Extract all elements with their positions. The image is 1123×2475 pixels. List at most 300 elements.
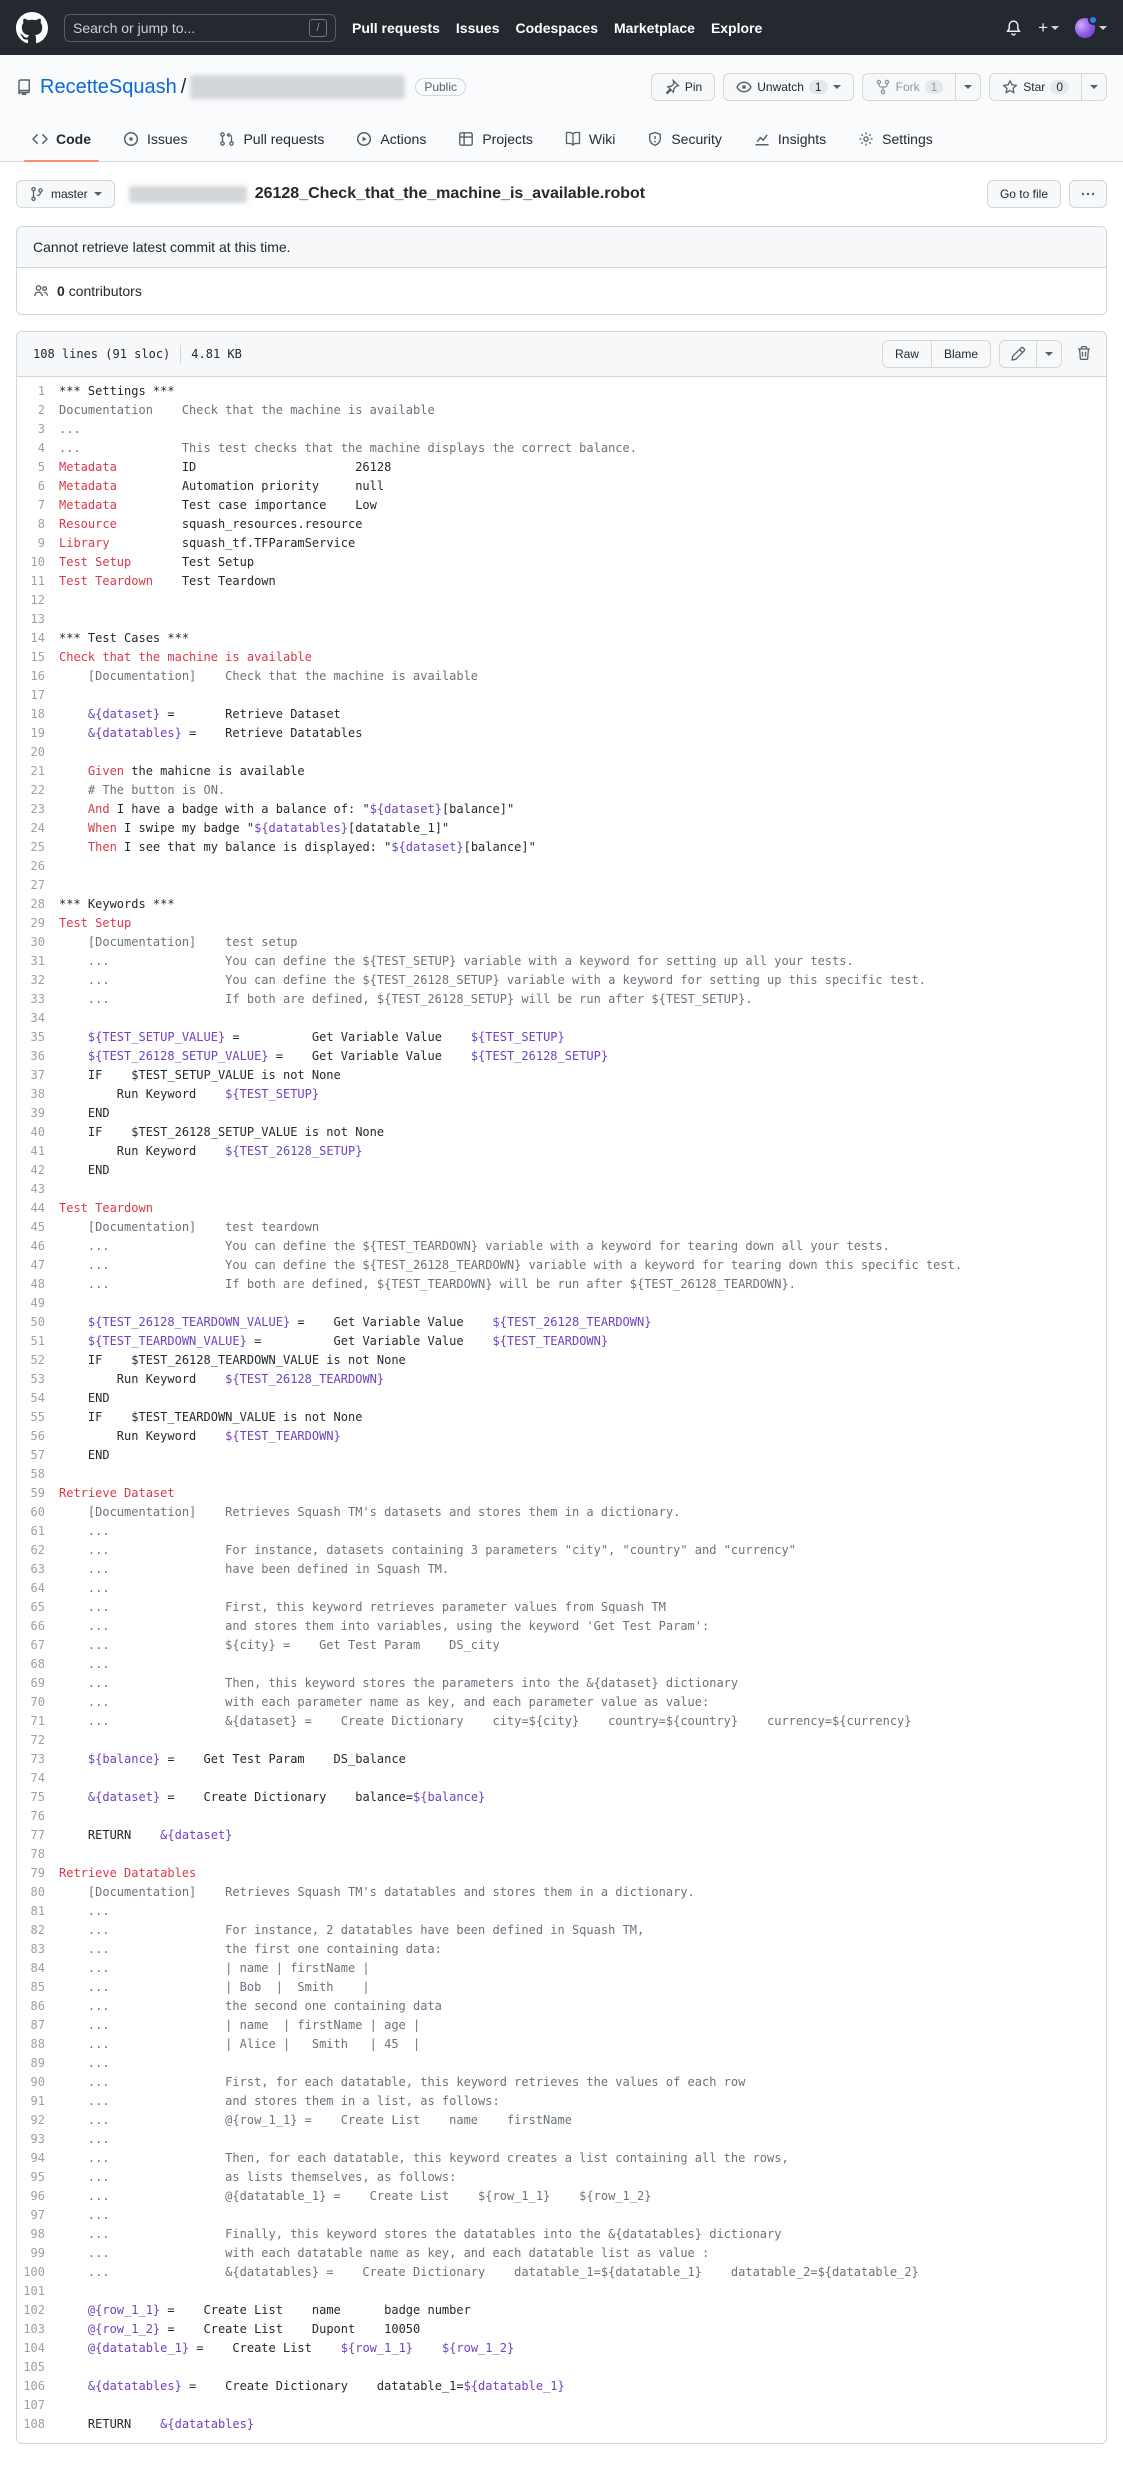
line-number[interactable]: 47 bbox=[30, 1258, 45, 1272]
line-number[interactable]: 27 bbox=[30, 878, 45, 892]
issues-icon bbox=[123, 131, 139, 147]
code-line-text: ... | name | firstName | bbox=[59, 1961, 370, 1975]
eye-icon bbox=[736, 79, 752, 95]
line-number[interactable]: 76 bbox=[30, 1809, 45, 1823]
line-number[interactable]: 37 bbox=[30, 1068, 45, 1082]
unwatch-button[interactable] bbox=[723, 73, 853, 101]
file-info-divider bbox=[180, 345, 181, 363]
code-line-text: ... You can define the ${TEST_SETUP} variable with a keyword for setting up all your tests. bbox=[59, 954, 854, 968]
code-line bbox=[17, 439, 1106, 458]
line-number[interactable]: 30 bbox=[30, 935, 45, 949]
code-line bbox=[17, 819, 1106, 838]
code-line bbox=[17, 914, 1106, 933]
nav-explore[interactable]: Explore bbox=[710, 19, 763, 36]
code-line-text: Check that the machine is available bbox=[59, 650, 312, 664]
global-nav bbox=[352, 20, 762, 36]
nav-pull-requests[interactable]: Pull requests bbox=[352, 19, 440, 36]
notifications-bell-icon[interactable] bbox=[1005, 19, 1022, 36]
chevron-down-icon bbox=[1051, 26, 1059, 34]
file-navigation-bar bbox=[16, 178, 1107, 210]
repo-owner-link[interactable]: RecetteSquash bbox=[40, 75, 177, 98]
line-number[interactable]: 93 bbox=[30, 2132, 45, 2146]
code-line-text: ... as lists themselves, as follows: bbox=[59, 2170, 457, 2184]
line-number[interactable]: 46 bbox=[30, 1239, 45, 1253]
settings-icon bbox=[858, 131, 874, 147]
code-line bbox=[17, 1332, 1106, 1351]
star-dropdown-button[interactable] bbox=[1081, 73, 1107, 101]
line-number[interactable]: 39 bbox=[30, 1106, 45, 1120]
code-line-text: Test Setup Test Setup bbox=[59, 555, 255, 569]
code-line bbox=[17, 1674, 1106, 1693]
line-number[interactable]: 89 bbox=[30, 2056, 45, 2070]
line-number[interactable]: 3 bbox=[37, 422, 45, 436]
code-line bbox=[17, 1579, 1106, 1598]
line-number[interactable]: 49 bbox=[30, 1296, 45, 1310]
line-number[interactable]: 99 bbox=[30, 2246, 45, 2260]
tab-projects[interactable] bbox=[442, 119, 549, 161]
line-number[interactable]: 14 bbox=[30, 631, 45, 645]
line-number[interactable]: 85 bbox=[30, 1980, 45, 1994]
code-line bbox=[17, 1066, 1106, 1085]
code-line bbox=[17, 1788, 1106, 1807]
line-number[interactable]: 81 bbox=[30, 1904, 45, 1918]
code-line bbox=[17, 2320, 1106, 2339]
code-line bbox=[17, 1826, 1106, 1845]
code-line bbox=[17, 1560, 1106, 1579]
line-number[interactable]: 12 bbox=[30, 593, 45, 607]
line-number[interactable]: 87 bbox=[30, 2018, 45, 2032]
code-line bbox=[17, 629, 1106, 648]
line-number[interactable]: 77 bbox=[30, 1828, 45, 1842]
code-line bbox=[17, 572, 1106, 591]
code-line-text: ... | Bob | Smith | bbox=[59, 1980, 370, 1994]
line-number[interactable]: 78 bbox=[30, 1847, 45, 1861]
code-line bbox=[17, 1275, 1106, 1294]
edit-dropdown-button[interactable] bbox=[1036, 340, 1062, 368]
line-number[interactable]: 32 bbox=[30, 973, 45, 987]
line-number[interactable]: 8 bbox=[37, 517, 45, 531]
repo-actions bbox=[651, 73, 1107, 101]
code-line-text: Given the mahicne is available bbox=[87, 764, 305, 778]
code-line bbox=[17, 1503, 1106, 1522]
tab-security[interactable] bbox=[631, 119, 738, 161]
code-line bbox=[17, 876, 1106, 895]
code-line-text: ... If both are defined, ${TEST_TEARDOWN} will be run after ${TEST_26128_TEARDOWN}. bbox=[59, 1277, 796, 1291]
line-number[interactable]: 67 bbox=[30, 1638, 45, 1652]
line-number[interactable]: 72 bbox=[30, 1733, 45, 1747]
line-number[interactable]: 101 bbox=[23, 2284, 45, 2298]
pr-icon bbox=[219, 131, 235, 147]
line-number[interactable]: 1 bbox=[37, 384, 45, 398]
line-number[interactable]: 97 bbox=[30, 2208, 45, 2222]
actions-icon bbox=[356, 131, 372, 147]
code-line-text: ... bbox=[59, 2056, 110, 2070]
code-line-text: ... Then, for each datatable, this keyword creates a list containing all the rows, bbox=[59, 2151, 789, 2165]
line-number[interactable]: 94 bbox=[30, 2151, 45, 2165]
nav-marketplace[interactable]: Marketplace bbox=[614, 19, 695, 36]
line-number[interactable]: 31 bbox=[30, 954, 45, 968]
code-line bbox=[17, 2187, 1106, 2206]
redacted-breadcrumb-path bbox=[129, 186, 247, 203]
star-count: 0 bbox=[1050, 80, 1069, 94]
line-number[interactable]: 50 bbox=[30, 1315, 45, 1329]
tab-issues[interactable] bbox=[107, 119, 203, 161]
code-line bbox=[17, 1256, 1106, 1275]
line-number[interactable]: 18 bbox=[30, 707, 45, 721]
code-line bbox=[17, 952, 1106, 971]
code-line-text: ${TEST_26128_SETUP_VALUE} = Get Variable Value ${TEST_26128_SETUP} bbox=[87, 1049, 609, 1063]
branch-name: master bbox=[51, 187, 88, 201]
repo-header bbox=[0, 55, 1123, 162]
pencil-icon bbox=[1010, 346, 1026, 362]
line-number[interactable]: 61 bbox=[30, 1524, 45, 1538]
chevron-down-icon bbox=[1045, 352, 1053, 360]
line-number[interactable]: 74 bbox=[30, 1771, 45, 1785]
line-number[interactable]: 108 bbox=[23, 2417, 45, 2431]
code-lines bbox=[17, 377, 1106, 2443]
code-line bbox=[17, 1484, 1106, 1503]
code-line bbox=[17, 1427, 1106, 1446]
code-line bbox=[17, 1465, 1106, 1484]
fork-count: 1 bbox=[925, 80, 944, 94]
commit-status-message: Cannot retrieve latest commit at this time. bbox=[17, 227, 1106, 268]
edit-button[interactable] bbox=[999, 340, 1037, 368]
line-number[interactable]: 7 bbox=[37, 498, 45, 512]
line-number[interactable]: 88 bbox=[30, 2037, 45, 2051]
code-line-text: Metadata Automation priority null bbox=[59, 479, 385, 493]
code-line-text: END bbox=[59, 1448, 110, 1462]
tab-insights[interactable] bbox=[738, 119, 842, 161]
nav-codespaces[interactable]: Codespaces bbox=[515, 19, 598, 36]
code-line bbox=[17, 1294, 1106, 1313]
fork-dropdown-button[interactable] bbox=[955, 73, 981, 101]
line-number[interactable]: 25 bbox=[30, 840, 45, 854]
code-line bbox=[17, 648, 1106, 667]
line-number[interactable]: 107 bbox=[23, 2398, 45, 2412]
chevron-down-icon bbox=[1090, 85, 1098, 93]
code-line bbox=[17, 1693, 1106, 1712]
code-line-text: ... bbox=[59, 2132, 110, 2146]
code-line bbox=[17, 990, 1106, 1009]
line-number[interactable]: 19 bbox=[30, 726, 45, 740]
line-number[interactable]: 21 bbox=[30, 764, 45, 778]
line-number[interactable]: 71 bbox=[30, 1714, 45, 1728]
line-number[interactable]: 60 bbox=[30, 1505, 45, 1519]
code-line-text: ... the second one containing data bbox=[59, 1999, 442, 2013]
line-number[interactable]: 91 bbox=[30, 2094, 45, 2108]
tab-label: Actions bbox=[380, 131, 427, 147]
line-number[interactable]: 83 bbox=[30, 1942, 45, 1956]
code-line-text: ... bbox=[59, 1904, 110, 1918]
user-menu-button[interactable] bbox=[1075, 18, 1107, 38]
line-number[interactable]: 95 bbox=[30, 2170, 45, 2184]
tab-pull-requests[interactable] bbox=[203, 119, 340, 161]
code-line-text: IF $TEST_26128_TEARDOWN_VALUE is not None bbox=[59, 1353, 406, 1367]
nav-issues[interactable]: Issues bbox=[455, 19, 500, 36]
code-line-text: Test Teardown Test Teardown bbox=[59, 574, 276, 588]
line-number[interactable]: 63 bbox=[30, 1562, 45, 1576]
code-line-text: ${TEST_SETUP_VALUE} = Get Variable Value ${TEST_SETUP} bbox=[87, 1030, 565, 1044]
code-line-text: *** Keywords *** bbox=[59, 897, 175, 911]
pin-button[interactable] bbox=[651, 73, 715, 101]
code-line-text: ... Finally, this keyword stores the datatables into the &{datatables} dictionary bbox=[59, 2227, 782, 2241]
line-number[interactable]: 80 bbox=[30, 1885, 45, 1899]
code-line bbox=[17, 2168, 1106, 2187]
code-line-text: ... | name | firstName | age | bbox=[59, 2018, 421, 2032]
code-line bbox=[17, 686, 1106, 705]
redacted-repo-name bbox=[190, 75, 405, 99]
code-line bbox=[17, 2073, 1106, 2092]
code-line-text: ... First, this keyword retrieves parameter values from Squash TM bbox=[59, 1600, 666, 1614]
watch-count: 1 bbox=[809, 80, 828, 94]
code-line-text: &{datatables} = Retrieve Datatables bbox=[87, 726, 363, 740]
line-number[interactable]: 24 bbox=[30, 821, 45, 835]
tab-wiki[interactable] bbox=[549, 119, 631, 161]
line-number[interactable]: 41 bbox=[30, 1144, 45, 1158]
delete-file-button[interactable] bbox=[1070, 345, 1098, 364]
code-line bbox=[17, 1921, 1106, 1940]
unwatch-label: Unwatch bbox=[757, 80, 804, 94]
code-line-text: ${balance} = Get Test Param DS_balance bbox=[87, 1752, 406, 1766]
code-line bbox=[17, 1522, 1106, 1541]
insights-icon bbox=[754, 131, 770, 147]
tab-code[interactable] bbox=[16, 119, 107, 161]
line-number[interactable]: 9 bbox=[37, 536, 45, 550]
line-number[interactable]: 96 bbox=[30, 2189, 45, 2203]
chevron-down-icon bbox=[1099, 26, 1107, 34]
line-number[interactable]: 82 bbox=[30, 1923, 45, 1937]
line-number[interactable]: 84 bbox=[30, 1961, 45, 1975]
line-number[interactable]: 34 bbox=[30, 1011, 45, 1025]
code-line bbox=[17, 2396, 1106, 2415]
code-line bbox=[17, 553, 1106, 572]
tab-label: Issues bbox=[147, 131, 188, 147]
line-number[interactable]: 26 bbox=[30, 859, 45, 873]
go-to-file-button[interactable]: Go to file bbox=[987, 180, 1061, 208]
code-line-text: Metadata Test case importance Low bbox=[59, 498, 377, 512]
line-number[interactable]: 54 bbox=[30, 1391, 45, 1405]
code-line bbox=[17, 1237, 1106, 1256]
code-line bbox=[17, 2415, 1106, 2434]
line-number[interactable]: 56 bbox=[30, 1429, 45, 1443]
code-line bbox=[17, 1636, 1106, 1655]
code-line-text: END bbox=[59, 1391, 110, 1405]
line-number[interactable]: 58 bbox=[30, 1467, 45, 1481]
code-line-text: ... For instance, datasets containing 3 parameters "city", "country" and "currency" bbox=[59, 1543, 796, 1557]
line-number[interactable]: 73 bbox=[30, 1752, 45, 1766]
line-number[interactable]: 33 bbox=[30, 992, 45, 1006]
code-line bbox=[17, 420, 1106, 439]
line-number[interactable]: 20 bbox=[30, 745, 45, 759]
repo-separator: / bbox=[180, 75, 187, 98]
line-number[interactable]: 70 bbox=[30, 1695, 45, 1709]
line-number[interactable]: 65 bbox=[30, 1600, 45, 1614]
blob-header bbox=[17, 332, 1106, 377]
code-line bbox=[17, 1161, 1106, 1180]
code-line bbox=[17, 2092, 1106, 2111]
code-line-text: ... &{datatables} = Create Dictionary datatable_1=${datatable_1} datatable_2=${datatable_2} bbox=[59, 2265, 919, 2279]
line-number[interactable]: 53 bbox=[30, 1372, 45, 1386]
blob-actions bbox=[882, 340, 1098, 368]
line-number[interactable]: 38 bbox=[30, 1087, 45, 1101]
code-line bbox=[17, 1370, 1106, 1389]
line-number[interactable]: 29 bbox=[30, 916, 45, 930]
visibility-badge: Public bbox=[415, 78, 466, 96]
more-options-button[interactable] bbox=[1069, 180, 1107, 208]
raw-blame-group bbox=[882, 340, 991, 368]
code-line bbox=[17, 895, 1106, 914]
code-line bbox=[17, 2377, 1106, 2396]
code-line bbox=[17, 1199, 1106, 1218]
line-number[interactable]: 5 bbox=[37, 460, 45, 474]
line-number[interactable]: 100 bbox=[23, 2265, 45, 2279]
branch-selector-button[interactable] bbox=[16, 180, 115, 208]
code-line bbox=[17, 2244, 1106, 2263]
code-line bbox=[17, 610, 1106, 629]
code-line-text: ... bbox=[59, 2208, 110, 2222]
code-line-text: ... &{dataset} = Create Dictionary city=${city} country=${country} currency=${currency} bbox=[59, 1714, 912, 1728]
code-line-text: When I swipe my badge "${datatables}[datatable_1]" bbox=[87, 821, 450, 835]
code-line-text: # The button is ON. bbox=[59, 783, 226, 797]
raw-button[interactable]: Raw bbox=[882, 340, 932, 368]
code-line bbox=[17, 1408, 1106, 1427]
line-number[interactable]: 43 bbox=[30, 1182, 45, 1196]
code-line-text: *** Test Cases *** bbox=[59, 631, 190, 645]
line-number[interactable]: 4 bbox=[37, 441, 45, 455]
line-number[interactable]: 52 bbox=[30, 1353, 45, 1367]
contributors-link[interactable] bbox=[17, 268, 1106, 314]
code-line bbox=[17, 1769, 1106, 1788]
code-line bbox=[17, 401, 1106, 420]
line-number[interactable]: 35 bbox=[30, 1030, 45, 1044]
line-number[interactable]: 62 bbox=[30, 1543, 45, 1557]
chevron-down-icon bbox=[94, 192, 102, 200]
line-number[interactable]: 57 bbox=[30, 1448, 45, 1462]
star-button[interactable] bbox=[989, 73, 1082, 101]
git-branch-icon bbox=[29, 186, 45, 202]
line-number[interactable]: 103 bbox=[23, 2322, 45, 2336]
create-new-button[interactable] bbox=[1038, 19, 1059, 36]
code-line-text: *** Settings *** bbox=[59, 384, 175, 398]
code-line-text: [Documentation] test setup bbox=[59, 935, 298, 949]
line-number[interactable]: 48 bbox=[30, 1277, 45, 1291]
tab-label: Pull requests bbox=[243, 131, 325, 147]
code-line bbox=[17, 2149, 1106, 2168]
code-line bbox=[17, 1807, 1106, 1826]
code-line-text: ... and stores them in a list, as follows: bbox=[59, 2094, 500, 2108]
code-line bbox=[17, 743, 1106, 762]
code-line bbox=[17, 724, 1106, 743]
tab-actions[interactable] bbox=[340, 119, 442, 161]
code-line-text: ... bbox=[59, 1524, 110, 1538]
line-number[interactable]: 98 bbox=[30, 2227, 45, 2241]
code-line-text: ... For instance, 2 datatables have been defined in Squash TM, bbox=[59, 1923, 645, 1937]
line-number[interactable]: 36 bbox=[30, 1049, 45, 1063]
line-number[interactable]: 68 bbox=[30, 1657, 45, 1671]
line-number[interactable]: 13 bbox=[30, 612, 45, 626]
line-number[interactable]: 106 bbox=[23, 2379, 45, 2393]
code-line-text: Run Keyword ${TEST_26128_SETUP} bbox=[59, 1144, 363, 1158]
code-line-text: Test Setup bbox=[59, 916, 132, 930]
code-line bbox=[17, 1750, 1106, 1769]
code-line bbox=[17, 477, 1106, 496]
code-line-text: Run Keyword ${TEST_26128_TEARDOWN} bbox=[59, 1372, 385, 1386]
code-line-text: @{row_1_1} = Create List name badge number bbox=[87, 2303, 471, 2317]
code-line bbox=[17, 2301, 1106, 2320]
line-number[interactable]: 64 bbox=[30, 1581, 45, 1595]
line-number[interactable]: 28 bbox=[30, 897, 45, 911]
code-line bbox=[17, 705, 1106, 724]
line-number[interactable]: 17 bbox=[30, 688, 45, 702]
line-number[interactable]: 105 bbox=[23, 2360, 45, 2374]
line-number[interactable]: 15 bbox=[30, 650, 45, 664]
code-line bbox=[17, 838, 1106, 857]
line-number[interactable]: 2 bbox=[37, 403, 45, 417]
line-number[interactable]: 79 bbox=[30, 1866, 45, 1880]
code-line bbox=[17, 1218, 1106, 1237]
line-number[interactable]: 55 bbox=[30, 1410, 45, 1424]
github-logo-icon[interactable] bbox=[16, 12, 48, 44]
fork-button[interactable] bbox=[862, 73, 957, 101]
code-line bbox=[17, 2358, 1106, 2377]
code-line-text: ... with each parameter name as key, and each parameter value as value: bbox=[59, 1695, 710, 1709]
code-line bbox=[17, 2339, 1106, 2358]
line-number[interactable]: 16 bbox=[30, 669, 45, 683]
code-line-text: Run Keyword ${TEST_TEARDOWN} bbox=[59, 1429, 341, 1443]
code-line-text: ... bbox=[59, 1581, 110, 1595]
line-number[interactable]: 11 bbox=[30, 574, 45, 588]
code-line-text: ... bbox=[59, 422, 81, 436]
line-number[interactable]: 23 bbox=[30, 802, 45, 816]
blame-button[interactable]: Blame bbox=[931, 340, 991, 368]
line-number[interactable]: 45 bbox=[30, 1220, 45, 1234]
line-number[interactable]: 22 bbox=[30, 783, 45, 797]
code-line-text: ... have been defined in Squash TM. bbox=[59, 1562, 450, 1576]
line-number[interactable]: 6 bbox=[37, 479, 45, 493]
line-number[interactable]: 44 bbox=[30, 1201, 45, 1215]
code-line bbox=[17, 496, 1106, 515]
line-number[interactable]: 75 bbox=[30, 1790, 45, 1804]
line-number[interactable]: 104 bbox=[23, 2341, 45, 2355]
line-number[interactable]: 86 bbox=[30, 1999, 45, 2013]
code-line bbox=[17, 2206, 1106, 2225]
tab-label: Insights bbox=[777, 131, 827, 147]
line-number[interactable]: 66 bbox=[30, 1619, 45, 1633]
line-number[interactable]: 102 bbox=[23, 2303, 45, 2317]
code-line bbox=[17, 667, 1106, 686]
line-number[interactable]: 51 bbox=[30, 1334, 45, 1348]
code-line bbox=[17, 800, 1106, 819]
line-number[interactable]: 42 bbox=[30, 1163, 45, 1177]
code-line-text: [Documentation] Retrieves Squash TM's datasets and stores them in a dictionary. bbox=[59, 1505, 681, 1519]
line-number[interactable]: 59 bbox=[30, 1486, 45, 1500]
line-number[interactable]: 40 bbox=[30, 1125, 45, 1139]
code-line-text: IF $TEST_SETUP_VALUE is not None bbox=[59, 1068, 341, 1082]
plus-icon: + bbox=[1038, 18, 1048, 37]
line-number[interactable]: 69 bbox=[30, 1676, 45, 1690]
repo-tab-nav bbox=[16, 119, 1107, 161]
code-line bbox=[17, 2054, 1106, 2073]
line-number[interactable]: 10 bbox=[30, 555, 45, 569]
line-number[interactable]: 90 bbox=[30, 2075, 45, 2089]
code-line-text: Metadata ID 26128 bbox=[59, 460, 392, 474]
code-line-text: Documentation Check that the machine is available bbox=[59, 403, 435, 417]
line-number[interactable]: 92 bbox=[30, 2113, 45, 2127]
code-line bbox=[17, 1541, 1106, 1560]
search-input[interactable] bbox=[64, 14, 336, 42]
tab-settings[interactable] bbox=[842, 119, 949, 161]
code-line-text: ... ${city} = Get Test Param DS_city bbox=[59, 1638, 500, 1652]
